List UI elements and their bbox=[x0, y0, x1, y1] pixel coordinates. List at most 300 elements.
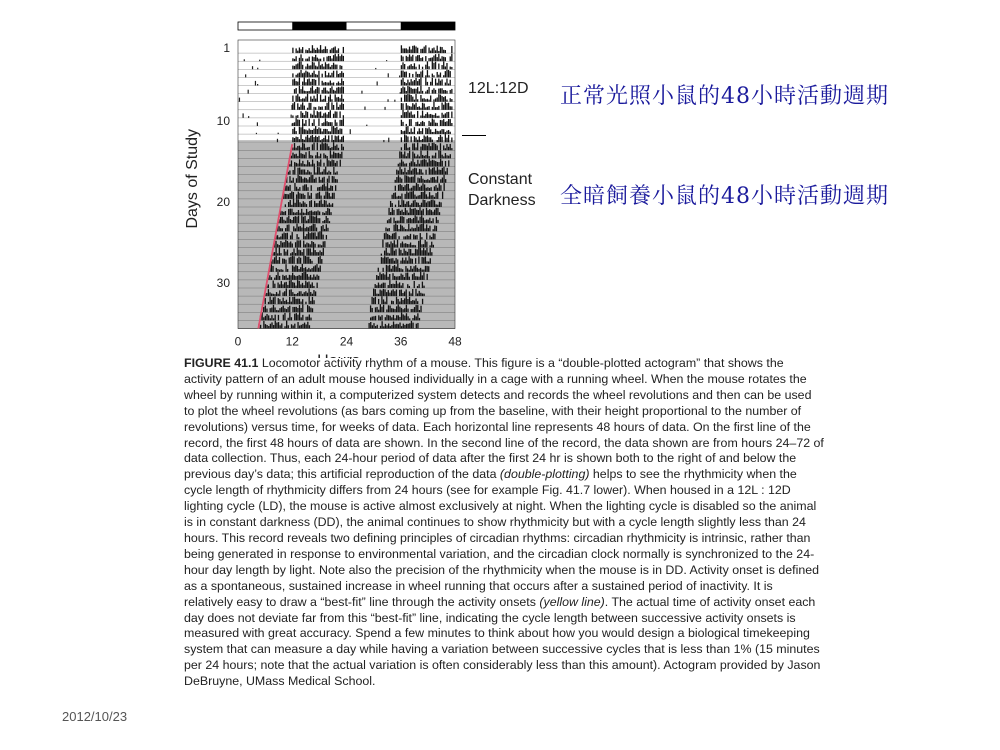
activity-bar bbox=[378, 310, 379, 313]
activity-bar bbox=[420, 108, 421, 110]
activity-bar bbox=[433, 132, 434, 134]
activity-bar bbox=[343, 136, 344, 142]
activity-bar bbox=[394, 251, 395, 256]
activity-bar bbox=[432, 78, 433, 86]
activity-bar bbox=[406, 83, 407, 85]
activity-bar bbox=[432, 168, 433, 175]
activity-bar bbox=[409, 270, 410, 272]
activity-bar bbox=[322, 142, 323, 150]
activity-bar bbox=[430, 129, 431, 134]
activity-bar bbox=[386, 272, 387, 280]
activity-bar bbox=[409, 177, 410, 182]
activity-bar bbox=[401, 210, 402, 215]
activity-bar bbox=[336, 88, 337, 94]
activity-bar bbox=[411, 64, 412, 69]
activity-bar bbox=[245, 74, 246, 77]
activity-bar bbox=[319, 232, 320, 240]
activity-bar bbox=[440, 88, 441, 93]
activity-bar bbox=[411, 188, 412, 191]
activity-bar bbox=[338, 97, 339, 102]
activity-bar bbox=[383, 140, 384, 142]
activity-bar bbox=[277, 283, 278, 288]
activity-bar bbox=[309, 138, 310, 142]
activity-bar bbox=[305, 317, 306, 321]
activity-bar bbox=[409, 147, 410, 150]
activity-bar bbox=[421, 224, 422, 231]
activity-bar bbox=[310, 275, 311, 280]
activity-bar bbox=[274, 257, 275, 263]
activity-bar bbox=[304, 216, 305, 223]
activity-bar bbox=[286, 185, 287, 190]
activity-bar bbox=[392, 195, 393, 199]
activity-bar bbox=[317, 187, 318, 190]
activity-bar bbox=[266, 314, 267, 320]
activity-bar bbox=[426, 203, 427, 207]
activity-bar bbox=[440, 95, 441, 102]
activity-bar bbox=[414, 186, 415, 191]
activity-bar bbox=[428, 66, 429, 69]
activity-bar bbox=[243, 113, 244, 118]
activity-bar bbox=[415, 94, 416, 102]
activity-bar bbox=[309, 103, 310, 110]
activity-bar bbox=[325, 106, 326, 110]
activity-bar bbox=[437, 57, 438, 61]
activity-bar bbox=[418, 210, 419, 215]
activity-bar bbox=[283, 212, 284, 215]
activity-bar bbox=[322, 90, 323, 94]
activity-bar bbox=[333, 55, 334, 61]
activity-bar bbox=[305, 71, 306, 78]
activity-bar bbox=[379, 285, 380, 288]
activity-bar bbox=[339, 98, 340, 101]
activity-bar bbox=[310, 136, 311, 142]
activity-bar bbox=[415, 47, 416, 54]
activity-bar bbox=[287, 278, 288, 280]
activity-bar bbox=[448, 112, 449, 118]
activity-bar bbox=[435, 180, 436, 183]
activity-bar bbox=[308, 288, 309, 296]
activity-bar bbox=[407, 316, 408, 320]
y-tick-label: 1 bbox=[223, 41, 230, 56]
activity-bar bbox=[425, 170, 426, 175]
activity-bar bbox=[302, 139, 303, 142]
activity-bar bbox=[274, 278, 275, 280]
activity-bar bbox=[302, 58, 303, 61]
activity-bar bbox=[343, 99, 344, 102]
activity-bar bbox=[420, 306, 421, 313]
activity-bar bbox=[397, 240, 398, 248]
activity-bar bbox=[373, 323, 374, 328]
activity-bar bbox=[445, 102, 446, 110]
activity-bar bbox=[273, 318, 274, 320]
activity-bar bbox=[425, 144, 426, 150]
activity-bar bbox=[272, 266, 273, 272]
activity-bar bbox=[300, 153, 301, 158]
activity-bar bbox=[443, 129, 444, 134]
activity-bar bbox=[409, 323, 410, 328]
activity-bar bbox=[304, 155, 305, 159]
activity-bar bbox=[273, 294, 274, 296]
activity-bar bbox=[432, 212, 433, 215]
activity-bar bbox=[415, 137, 416, 142]
activity-bar bbox=[339, 87, 340, 93]
activity-bar bbox=[306, 204, 307, 207]
activity-bar bbox=[395, 192, 396, 199]
activity-bar bbox=[277, 244, 278, 247]
activity-bar bbox=[296, 313, 297, 320]
activity-bar bbox=[402, 283, 403, 288]
activity-bar bbox=[296, 64, 297, 69]
activity-bar bbox=[288, 243, 289, 248]
activity-bar bbox=[407, 235, 408, 239]
activity-bar bbox=[408, 249, 409, 256]
activity-bar bbox=[426, 180, 427, 183]
activity-bar bbox=[412, 74, 413, 77]
activity-bar bbox=[385, 317, 386, 320]
activity-bar bbox=[297, 115, 298, 118]
activity-bar bbox=[433, 143, 434, 151]
activity-bar bbox=[280, 217, 281, 223]
activity-bar bbox=[317, 161, 318, 167]
activity-bar bbox=[313, 71, 314, 78]
activity-bar bbox=[299, 299, 300, 304]
activity-bar bbox=[404, 72, 405, 78]
activity-bar bbox=[409, 132, 410, 134]
activity-bar bbox=[383, 305, 384, 313]
activity-bar bbox=[443, 50, 444, 53]
activity-bar bbox=[341, 71, 342, 77]
activity-bar bbox=[412, 46, 413, 53]
activity-bar bbox=[292, 79, 293, 85]
activity-bar bbox=[386, 292, 387, 296]
activity-bar bbox=[446, 155, 447, 158]
activity-bar bbox=[413, 186, 414, 191]
activity-bar bbox=[405, 273, 406, 280]
activity-bar bbox=[332, 193, 333, 199]
activity-bar bbox=[320, 128, 321, 134]
activity-bar bbox=[409, 297, 410, 304]
activity-bar bbox=[412, 55, 413, 61]
activity-bar bbox=[325, 191, 326, 198]
activity-bar bbox=[424, 184, 425, 190]
activity-bar bbox=[323, 241, 324, 247]
activity-bar bbox=[433, 99, 434, 101]
activity-bar bbox=[392, 248, 393, 256]
activity-bar bbox=[292, 48, 293, 53]
activity-bar bbox=[297, 168, 298, 175]
activity-bar bbox=[430, 95, 431, 101]
activity-bar bbox=[297, 276, 298, 280]
activity-bar bbox=[320, 59, 321, 62]
activity-bar bbox=[323, 138, 324, 142]
activity-bar bbox=[328, 171, 329, 175]
activity-bar bbox=[330, 81, 331, 86]
activity-bar bbox=[406, 95, 407, 102]
activity-bar bbox=[339, 83, 340, 85]
activity-bar bbox=[406, 124, 407, 126]
activity-bar bbox=[433, 88, 434, 93]
activity-bar bbox=[426, 219, 427, 223]
activity-bar bbox=[306, 257, 307, 264]
activity-bar bbox=[399, 248, 400, 255]
activity-bar bbox=[270, 318, 271, 320]
activity-bar bbox=[386, 242, 387, 247]
activity-bar bbox=[305, 291, 306, 296]
activity-bar bbox=[434, 210, 435, 215]
activity-bar bbox=[294, 183, 295, 191]
activity-bar bbox=[398, 221, 399, 224]
activity-bar bbox=[427, 112, 428, 118]
activity-bar bbox=[287, 250, 288, 256]
activity-bar bbox=[304, 129, 305, 134]
activity-bar bbox=[299, 120, 300, 126]
activity-bar bbox=[282, 270, 283, 272]
activity-bar bbox=[401, 194, 402, 199]
activity-bar bbox=[428, 137, 429, 142]
activity-bar bbox=[290, 280, 291, 288]
activity-bar bbox=[303, 194, 304, 199]
activity-bar bbox=[419, 310, 420, 312]
activity-bar bbox=[323, 163, 324, 167]
activity-bar bbox=[285, 228, 286, 231]
activity-bar bbox=[399, 163, 400, 167]
activity-bar bbox=[440, 143, 441, 150]
activity-bar bbox=[300, 226, 301, 231]
activity-bar bbox=[294, 79, 295, 86]
activity-bar bbox=[450, 80, 451, 86]
activity-bar bbox=[271, 322, 272, 328]
activity-bar bbox=[435, 185, 436, 191]
activity-bar bbox=[426, 261, 427, 263]
activity-bar bbox=[415, 228, 416, 231]
activity-bar bbox=[394, 233, 395, 240]
activity-bar bbox=[300, 308, 301, 312]
activity-bar bbox=[293, 226, 294, 231]
activity-bar bbox=[406, 175, 407, 182]
activity-bar bbox=[411, 49, 412, 53]
activity-bar bbox=[278, 310, 279, 312]
activity-bar bbox=[406, 202, 407, 207]
activity-bar bbox=[416, 324, 417, 329]
activity-bar bbox=[289, 306, 290, 313]
activity-bar bbox=[428, 127, 429, 134]
activity-bar bbox=[441, 137, 442, 142]
activity-bar bbox=[443, 167, 444, 175]
activity-bar bbox=[414, 200, 415, 207]
activity-bar bbox=[438, 89, 439, 94]
activity-bar bbox=[326, 235, 327, 239]
activity-bar bbox=[309, 147, 310, 150]
activity-bar bbox=[305, 236, 306, 239]
activity-bar bbox=[284, 301, 285, 304]
activity-bar bbox=[330, 131, 331, 134]
activity-bar bbox=[440, 135, 441, 142]
activity-bar bbox=[419, 124, 420, 126]
activity-bar bbox=[431, 242, 432, 248]
activity-bar bbox=[274, 284, 275, 288]
activity-bar bbox=[281, 301, 282, 304]
activity-bar bbox=[407, 80, 408, 86]
activity-bar bbox=[294, 127, 295, 134]
activity-bar bbox=[422, 103, 423, 110]
activity-bar bbox=[415, 215, 416, 223]
activity-bar bbox=[291, 181, 292, 183]
activity-bar bbox=[391, 325, 392, 329]
activity-bar bbox=[451, 148, 452, 150]
activity-bar bbox=[406, 289, 407, 296]
activity-bar bbox=[401, 65, 402, 69]
activity-bar bbox=[423, 257, 424, 263]
activity-bar bbox=[295, 276, 296, 280]
activity-bar bbox=[404, 144, 405, 151]
activity-bar bbox=[294, 267, 295, 272]
activity-bar bbox=[302, 98, 303, 101]
activity-bar bbox=[296, 88, 297, 94]
activity-bar bbox=[446, 121, 447, 126]
activity-bar bbox=[310, 284, 311, 288]
activity-bar bbox=[413, 266, 414, 272]
activity-bar bbox=[406, 135, 407, 142]
activity-bar bbox=[390, 218, 391, 224]
activity-bar bbox=[290, 257, 291, 264]
activity-bar bbox=[276, 323, 277, 329]
activity-bar bbox=[402, 57, 403, 62]
activity-bar bbox=[326, 121, 327, 126]
activity-bar bbox=[401, 45, 402, 53]
activity-bar bbox=[336, 112, 337, 118]
activity-bar bbox=[414, 281, 415, 288]
activity-bar bbox=[333, 63, 334, 70]
activity-bar bbox=[293, 248, 294, 255]
activity-bar bbox=[417, 99, 418, 101]
activity-bar bbox=[277, 235, 278, 239]
activity-bar bbox=[400, 250, 401, 256]
activity-bar bbox=[336, 65, 337, 70]
activity-bar bbox=[377, 325, 378, 329]
activity-bar bbox=[443, 57, 444, 61]
activity-bar bbox=[311, 241, 312, 247]
activity-bar bbox=[328, 122, 329, 126]
activity-bar bbox=[310, 103, 311, 110]
activity-bar bbox=[305, 66, 306, 69]
activity-bar bbox=[304, 169, 305, 174]
activity-bar bbox=[398, 324, 399, 328]
activity-bar bbox=[428, 143, 429, 150]
activity-bar bbox=[343, 47, 344, 53]
activity-bar bbox=[297, 94, 298, 102]
activity-bar bbox=[376, 294, 377, 296]
activity-bar bbox=[341, 78, 342, 85]
activity-bar bbox=[413, 228, 414, 231]
activity-bar bbox=[317, 137, 318, 142]
activity-bar bbox=[421, 203, 422, 207]
activity-bar bbox=[403, 227, 404, 231]
activity-bar bbox=[414, 195, 415, 199]
activity-bar bbox=[294, 283, 295, 288]
activity-bar bbox=[307, 274, 308, 280]
activity-bar bbox=[433, 245, 434, 248]
activity-bar bbox=[299, 78, 300, 86]
activity-bar bbox=[446, 138, 447, 142]
activity-bar bbox=[335, 54, 336, 62]
activity-bar bbox=[409, 291, 410, 296]
activity-bar bbox=[322, 123, 323, 126]
activity-bar bbox=[303, 272, 304, 280]
activity-bar bbox=[302, 119, 303, 126]
activity-bar bbox=[313, 110, 314, 118]
activity-bar bbox=[418, 195, 419, 198]
activity-bar bbox=[418, 277, 419, 280]
activity-bar bbox=[387, 266, 388, 272]
activity-bar bbox=[303, 241, 304, 248]
activity-bar bbox=[327, 156, 328, 158]
activity-bar bbox=[325, 143, 326, 151]
activity-bar bbox=[422, 99, 423, 102]
activity-bar bbox=[398, 175, 399, 182]
activity-bar bbox=[422, 183, 423, 191]
activity-bar bbox=[333, 140, 334, 142]
figure-caption bbox=[184, 356, 824, 690]
activity-bar bbox=[404, 260, 405, 263]
activity-bar bbox=[399, 167, 400, 175]
activity-bar bbox=[310, 301, 311, 304]
activity-bar bbox=[279, 237, 280, 239]
activity-bar bbox=[401, 120, 402, 126]
activity-bar bbox=[309, 162, 310, 166]
activity-bar bbox=[416, 235, 417, 239]
activity-bar bbox=[436, 217, 437, 223]
activity-bar bbox=[300, 258, 301, 264]
activity-bar bbox=[414, 136, 415, 142]
activity-bar bbox=[428, 262, 429, 264]
activity-bar bbox=[310, 75, 311, 78]
activity-bar bbox=[421, 250, 422, 255]
activity-bar bbox=[429, 218, 430, 223]
activity-bar bbox=[406, 210, 407, 215]
activity-bar bbox=[311, 268, 312, 272]
activity-bar bbox=[440, 185, 441, 191]
activity-bar bbox=[305, 50, 306, 53]
activity-bar bbox=[372, 317, 373, 321]
activity-bar bbox=[322, 221, 323, 223]
activity-bar bbox=[435, 62, 436, 70]
activity-bar bbox=[315, 115, 316, 118]
activity-bar bbox=[425, 240, 426, 248]
activity-bar bbox=[378, 276, 379, 280]
caption-italic-1: (double-plotting) bbox=[499, 467, 590, 482]
activity-bar bbox=[336, 171, 337, 174]
activity-bar bbox=[312, 79, 313, 86]
activity-bar bbox=[393, 321, 394, 328]
activity-bar bbox=[423, 244, 424, 247]
activity-bar bbox=[390, 248, 391, 256]
activity-bar bbox=[401, 285, 402, 288]
activity-bar bbox=[414, 273, 415, 280]
activity-bar bbox=[312, 156, 313, 159]
activity-bar bbox=[335, 65, 336, 70]
activity-bar bbox=[421, 192, 422, 199]
activity-bar bbox=[300, 99, 301, 102]
activity-bar bbox=[321, 259, 322, 264]
activity-bar bbox=[296, 194, 297, 198]
activity-bar bbox=[450, 98, 451, 102]
activity-bar bbox=[440, 59, 441, 62]
activity-bar bbox=[335, 94, 336, 101]
activity-bar bbox=[293, 178, 294, 183]
activity-bar bbox=[451, 106, 452, 109]
activity-bar bbox=[308, 232, 309, 240]
activity-bar bbox=[391, 258, 392, 263]
